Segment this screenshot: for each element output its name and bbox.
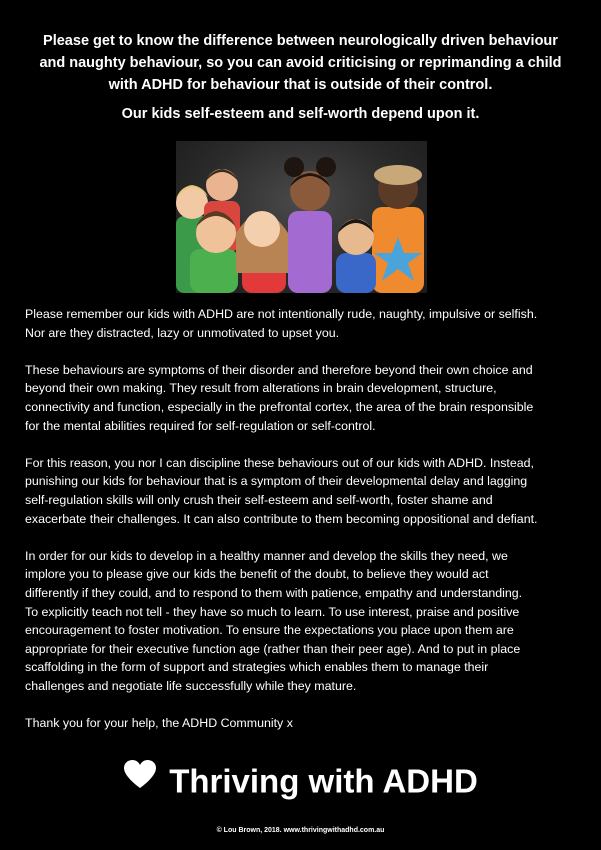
heart-icon <box>123 756 157 800</box>
body-text <box>25 305 585 751</box>
brand-name: Thriving with ADHD <box>169 762 478 800</box>
paragraph-2-line-4: for the mental abilities required for self-regulation or self-control. <box>25 418 376 433</box>
paragraph-1-line-2: Nor are they distracted, lazy or unmotivated to upset you. <box>25 325 340 340</box>
paragraph-4 <box>25 547 585 696</box>
paragraph-3-line-3: self-regulation skills will only crush their self-esteem and self-worth, foster shame and <box>25 492 493 507</box>
paragraph-4-line-5: encouragement to foster motivation. To ensure the expectations you place upon them are <box>25 623 514 638</box>
header-subtitle: Our kids self-esteem and self-worth depend upon it. <box>121 106 480 122</box>
paragraph-2 <box>25 361 585 435</box>
header <box>10 30 591 125</box>
header-line-1: Please get to know the difference between neurologically driven behaviour <box>43 33 558 49</box>
paragraph-2-line-1: These behaviours are symptoms of their disorder and therefore beyond their own choice and <box>25 362 533 377</box>
paragraph-4-line-7: scaffolding in the form of support and strategies which enables them to manage their <box>25 660 489 675</box>
paragraph-2-line-3: connectivity and function, especially in the prefrontal cortex, the area of the brain responsible <box>25 399 534 414</box>
header-line-3: with ADHD for behaviour that is outside of their control. <box>108 77 493 93</box>
copyright-footer: © Lou Brown, 2018. www.thrivingwithadhd.com.au <box>216 827 385 834</box>
child-figure-7 <box>336 219 376 293</box>
child-figure-4 <box>372 165 424 293</box>
paragraph-4-line-3: differently if they could, and to respond to them with patience, empathy and understanding. <box>25 585 523 600</box>
paragraph-4-line-4: To explicitly teach not tell - they have so much to learn. To use interest, praise and positive <box>25 604 520 619</box>
paragraph-4-line-8: challenges and negotiate life successfully while they mature. <box>25 678 357 693</box>
paragraph-5 <box>25 714 585 733</box>
paragraph-1 <box>25 305 585 342</box>
children-group-photo <box>176 141 427 293</box>
paragraph-3-line-1: For this reason, you nor I can discipline these behaviours out of our kids with ADHD. Instead, <box>25 455 534 470</box>
paragraph-3 <box>25 454 585 528</box>
paragraph-2-line-2: beyond their own making. They result from alterations in brain development, structure, <box>25 381 497 396</box>
paragraph-4-line-1: In order for our kids to develop in a healthy manner and develop the skills they need, we <box>25 548 508 563</box>
child-figure-3 <box>284 157 336 293</box>
paragraph-3-line-4: exacerbate their challenges. It can also contribute to them becoming oppositional and defiant. <box>25 511 538 526</box>
brand-logo <box>0 757 601 803</box>
paragraph-1-line-1: Please remember our kids with ADHD are not intentionally rude, naughty, impulsive or selfish. <box>25 307 538 321</box>
child-figure-6 <box>236 211 288 293</box>
signoff-line: Thank you for your help, the ADHD Community x <box>25 716 293 731</box>
paragraph-3-line-2: punishing our kids for behaviour that is a symptom of their developmental delay and lagging <box>25 474 528 489</box>
paragraph-4-line-2: implore you to please give our kids the benefit of the doubt, to believe they would act <box>25 567 489 582</box>
paragraph-4-line-6: appropriate for their executive function age (rather than their peer age). And to put in place <box>25 641 521 656</box>
header-line-2: and naughty behaviour, so you can avoid criticising or reprimanding a child <box>39 55 562 71</box>
